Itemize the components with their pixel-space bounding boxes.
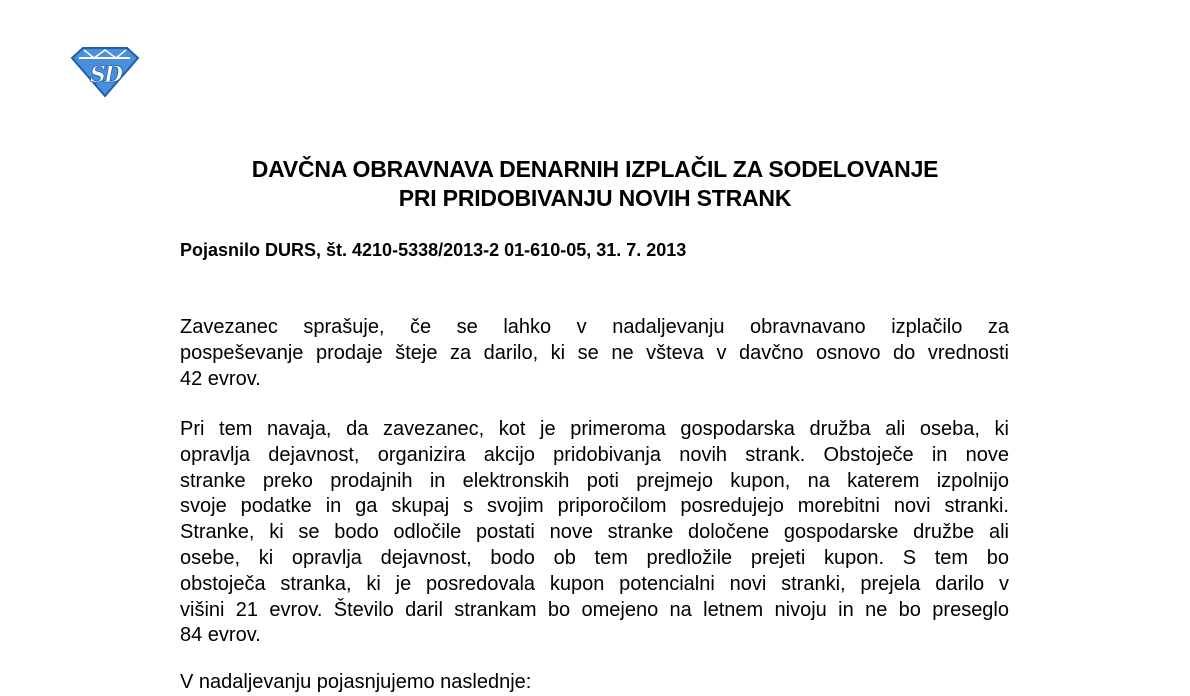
document-title [180, 155, 1010, 213]
document-subtitle: Pojasnilo DURS, št. 4210-5338/2013-2 01-610-05, 31. 7. 2013 [180, 240, 687, 260]
paragraph-line: V nadaljevanju pojasnjujemo naslednje: [180, 671, 532, 693]
paragraph-line: Zavezanec sprašuje, če se lahko v nadaljevanju obravnavano izplačilo za [180, 316, 1009, 338]
paragraph-line: svoje podatke in ga skupaj s svojim priporočilom posredujejo morebitni novi stranki. [180, 495, 1009, 518]
paragraph-line: obstoječa stranka, ki je posredovala kupon potencialni novi stranki, prejela darilo v [180, 572, 1009, 595]
paragraph-line: višini 21 evrov. Število daril strankam bo omejeno na letnem nivoju in ne bo preseglo [180, 598, 1009, 621]
svg-text:S: S [90, 62, 106, 88]
title-line: PRI PRIDOBIVANJU NOVIH STRANK [398, 185, 792, 211]
paragraph-line: 84 evrov. [180, 624, 261, 647]
sd-shield-logo-icon [70, 44, 140, 98]
paragraph-line: Stranke, ki se bodo odločile postati nove stranke določene gospodarske družbe ali [180, 521, 1009, 544]
paragraph-line: opravlja dejavnost, organizira akcijo pridobivanja novih strank. Obstoječe in nove [180, 443, 1009, 466]
paragraph-line: osebe, ki opravlja dejavnost, bodo ob tem predložile prejeti kupon. S tem bo [180, 546, 1009, 569]
paragraph-line: stranke preko prodajnih in elektronskih poti prejmejo kupon, na katerem izpolnijo [180, 469, 1009, 492]
paragraph-line: 42 evrov. [180, 367, 261, 390]
paragraph-line: pospeševanje prodaje šteje za darilo, ki se ne všteva v davčno osnovo do vrednosti [180, 341, 1009, 364]
svg-text:D: D [104, 62, 124, 88]
title-line: DAVČNA OBRAVNAVA DENARNIH IZPLAČIL ZA SODELOVANJE [251, 156, 939, 182]
paragraph-line: Pri tem navaja, da zavezanec, kot je primeroma gospodarska družba ali oseba, ki [180, 418, 1009, 440]
paragraph [180, 417, 1009, 649]
paragraph [180, 670, 1009, 696]
paragraph [180, 315, 1009, 392]
